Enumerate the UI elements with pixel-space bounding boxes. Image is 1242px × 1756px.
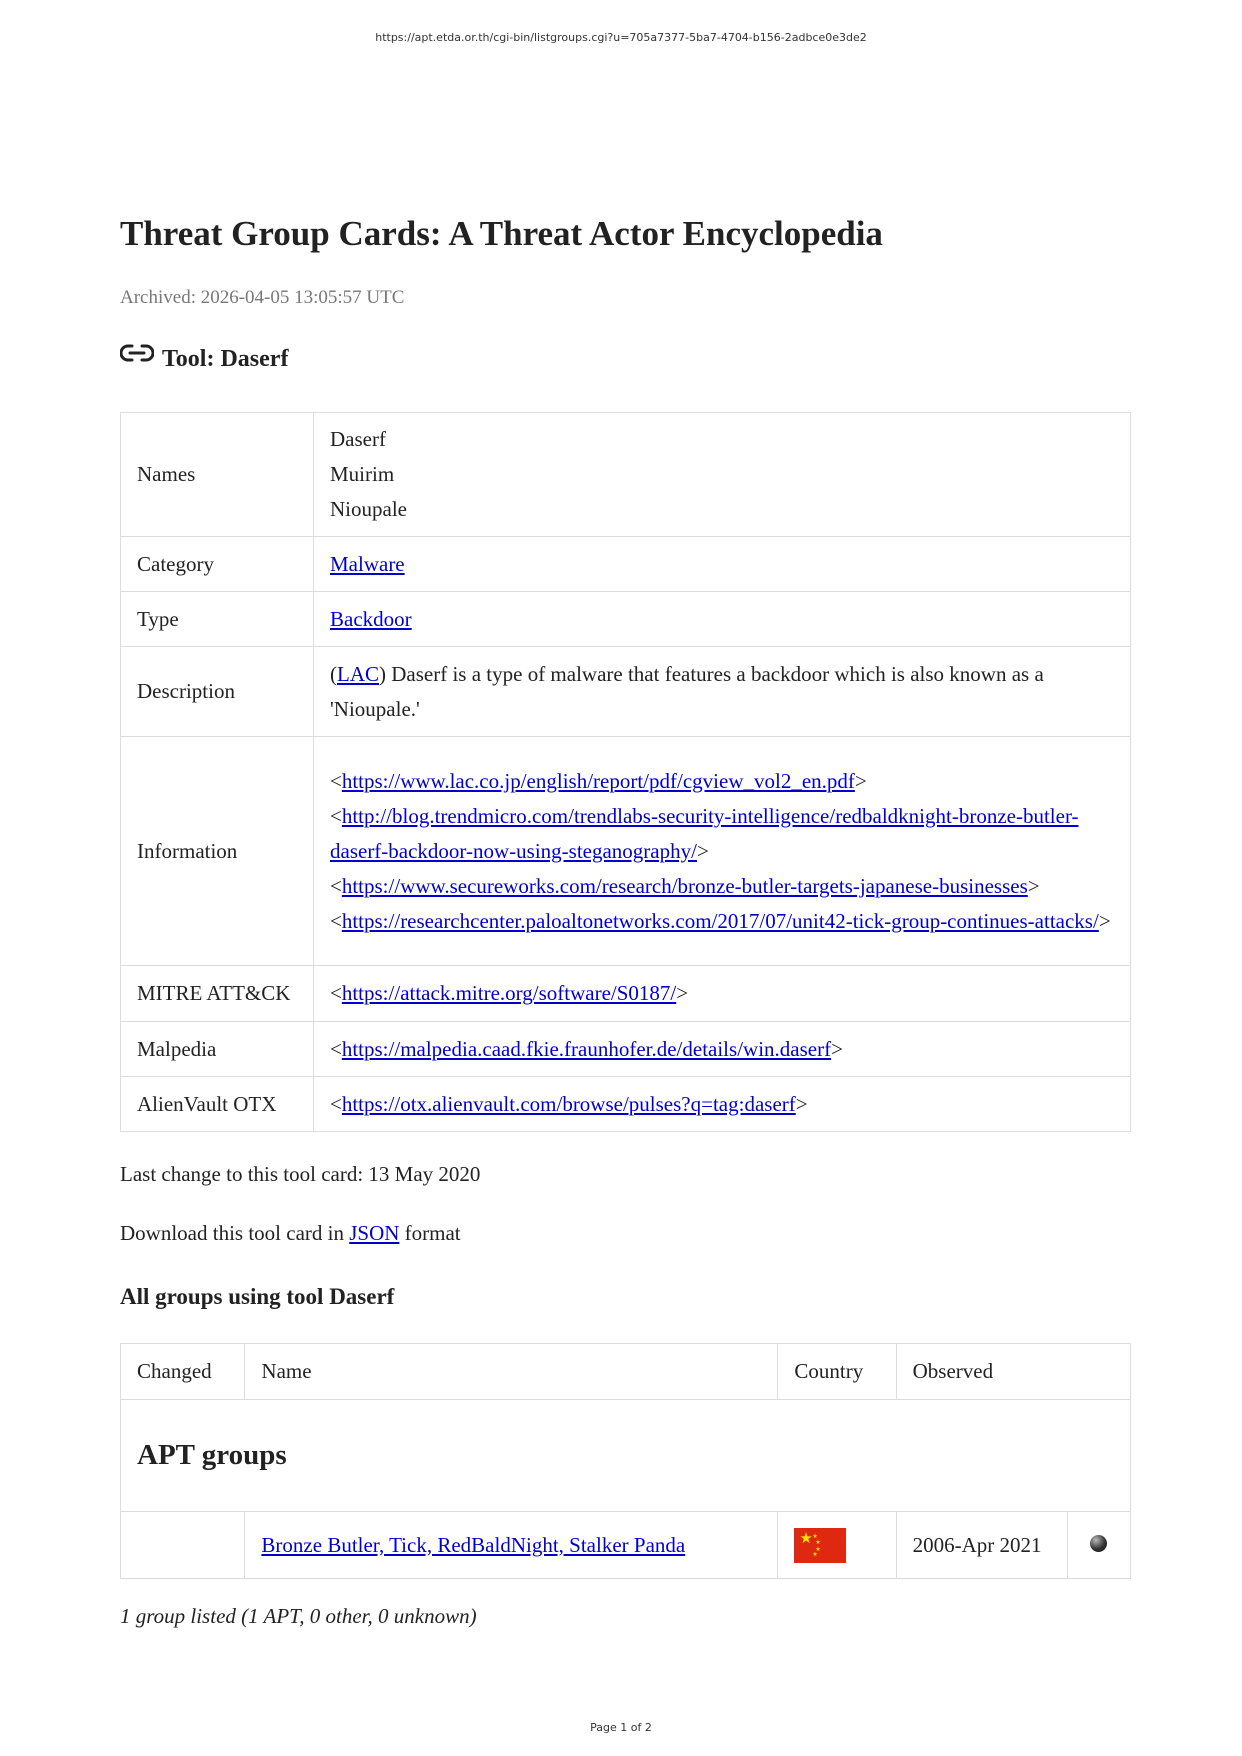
row-otx: AlienVault OTX <https://otx.alienvault.com/browse/pulses?q=tag:daserf> (121, 1077, 1131, 1132)
group-name-link[interactable]: Bronze Butler, Tick, RedBaldNight, Stalker Panda (261, 1532, 686, 1557)
information-value: <https://www.lac.co.jp/english/report/pdf/cgview_vol2_en.pdf> <http://blog.trendmicro.com/trendlabs-security-intelligence/redbaldknight-bronze-butler-daserf-backdoor-now-using-steganography/> <https://www.secureworks.com/research/bronze-butler-targets-japanese-businesses> <https://researchcenter.paloaltonetworks.com/2017/07/unit42-tick-group-continues-attacks/> (314, 737, 1131, 966)
col-country: Country (778, 1344, 896, 1400)
row-malpedia: Malpedia <https://malpedia.caad.fkie.fraunhofer.de/details/win.daserf> (121, 1022, 1131, 1077)
type-link[interactable]: Backdoor (330, 606, 412, 631)
json-download-link[interactable]: JSON (349, 1221, 400, 1245)
group-row (121, 1512, 1131, 1579)
tool-heading (120, 346, 288, 373)
row-type (121, 592, 1131, 647)
col-name: Name (245, 1344, 778, 1400)
group-observed: 2006-Apr 2021 (896, 1512, 1067, 1579)
section-row (121, 1400, 1131, 1512)
last-change: Last change to this tool card: 13 May 2020 (120, 1162, 481, 1186)
download-pre: Download this tool card in (120, 1221, 350, 1245)
category-label: Category (121, 537, 314, 592)
type-label: Type (121, 592, 314, 647)
groups-heading: All groups using tool Daserf (120, 1284, 395, 1309)
name-item: Daserf (330, 427, 386, 451)
names-value (314, 413, 1131, 537)
col-observed: Observed (896, 1344, 1130, 1400)
header-url: https://apt.etda.or.th/cgi-bin/listgroups.cgi?u=705a7377-5ba7-4704-b156-2adbce0e3de2 (375, 31, 867, 44)
archived-timestamp: Archived: 2026-04-05 13:05:57 UTC (120, 287, 405, 308)
info-link-paloalto[interactable]: https://researchcenter.paloaltonetworks.com/2017/07/unit42-tick-group-continues-attacks/ (341, 908, 1099, 933)
apt-groups-heading: APT groups (121, 1400, 1131, 1512)
description-text: ) Daserf is a type of malware that features a backdoor which is also known as a 'Nioupale.' (330, 661, 1044, 721)
link-icon (120, 342, 154, 364)
mitre-label: MITRE ATT&CK (121, 966, 314, 1022)
col-changed: Changed (121, 1344, 245, 1400)
description-label: Description (121, 647, 314, 737)
info-link-lac[interactable]: https://www.lac.co.jp/english/report/pdf/cgview_vol2_en.pdf (341, 768, 855, 793)
page-title: Threat Group Cards: A Threat Actor Encyclopedia (120, 214, 883, 253)
name-item: Muirim (330, 462, 395, 486)
malpedia-label: Malpedia (121, 1022, 314, 1077)
groups-header-row (121, 1344, 1131, 1400)
row-description (121, 647, 1131, 737)
otx-link[interactable]: https://otx.alienvault.com/browse/pulses?q=tag:daserf (341, 1091, 796, 1116)
names-label: Names (121, 413, 314, 537)
download-line (120, 1221, 461, 1246)
row-information (121, 737, 1131, 966)
page-footer: Page 1 of 2 (590, 1721, 652, 1734)
info-link-trendmicro[interactable]: http://blog.trendmicro.com/trendlabs-security-intelligence/redbaldknight-bronze-butler-daserf-backdoor-now-using-steganography/ (330, 803, 1079, 863)
tool-heading-text: Tool: Daserf (162, 346, 289, 372)
china-flag-icon: ★ ★ ★ ★ ★ (794, 1528, 846, 1563)
status-dot-icon (1090, 1535, 1107, 1552)
info-link-secureworks[interactable]: https://www.secureworks.com/research/bronze-butler-targets-japanese-businesses (341, 873, 1028, 898)
download-post: format (399, 1221, 461, 1245)
groups-table (120, 1343, 1131, 1579)
otx-label: AlienVault OTX (121, 1077, 314, 1132)
mitre-link[interactable]: https://attack.mitre.org/software/S0187/ (341, 981, 677, 1005)
description-value: (LAC) Daserf is a type of malware that features a backdoor which is also known as a 'Nioupale.' (314, 647, 1131, 737)
lac-link[interactable]: LAC (337, 661, 379, 686)
category-link[interactable]: Malware (330, 551, 405, 576)
name-item: Nioupale (330, 497, 407, 521)
tool-info-table (120, 412, 1131, 1132)
information-label: Information (121, 737, 314, 966)
groups-summary: 1 group listed (1 APT, 0 other, 0 unknown) (120, 1604, 477, 1628)
row-mitre: MITRE ATT&CK <https://attack.mitre.org/software/S0187/> (121, 966, 1131, 1022)
group-changed (121, 1512, 245, 1579)
row-names (121, 413, 1131, 537)
row-category (121, 537, 1131, 592)
malpedia-link[interactable]: https://malpedia.caad.fkie.fraunhofer.de/details/win.daserf (341, 1036, 832, 1061)
